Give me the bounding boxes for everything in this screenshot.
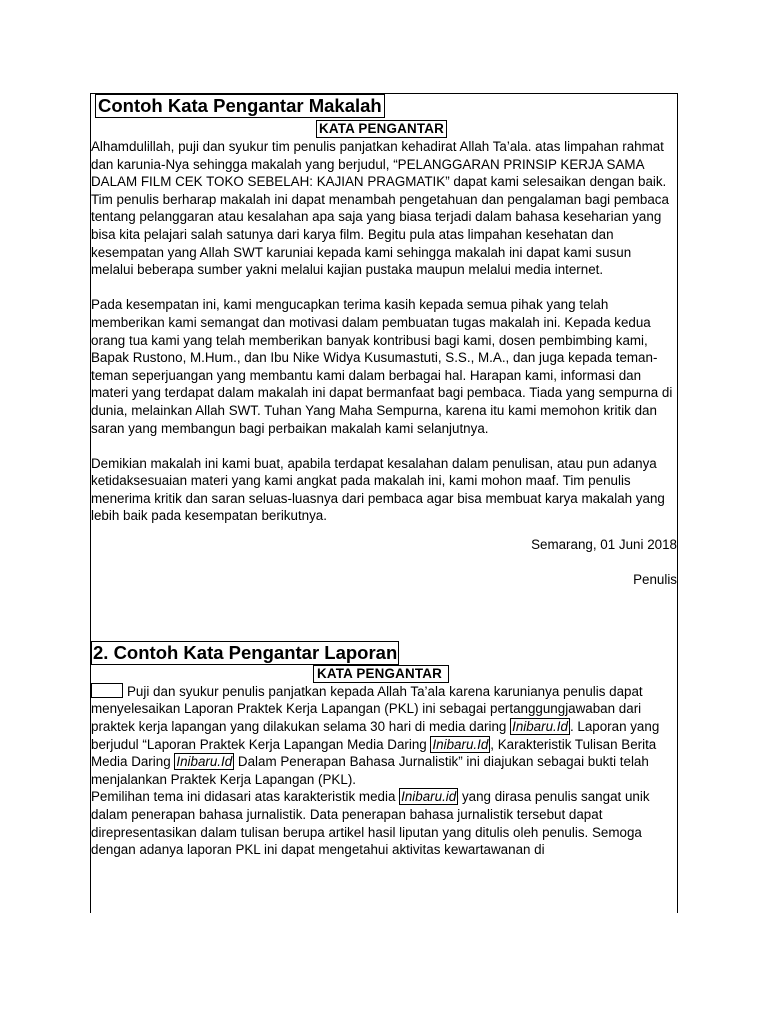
section1-subheading: KATA PENGANTAR [316,120,447,138]
inibaru-link[interactable]: Inibaru.id [401,789,457,805]
section1-heading: Contoh Kata Pengantar Makalah [95,94,385,118]
section2-paragraph-2: Pemilihan tema ini didasari atas karakteristik media Inibaru.id yang dirasa penulis sangat unik dalam penerapan bahasa jurnalistik. Data penerapan bahasa jurnalistik tersebut dapat direpresentasikan dalam tulisan berupa artikel hasil liputan yang ditulis oleh penulis. Semoga dengan adanya laporan PKL ini dapat mengetahui aktivitas kewartawanan di [91,789,650,858]
inibaru-link[interactable]: Inibaru.Id [512,719,568,735]
section2-paragraph-1: Puji dan syukur penulis panjatkan kepada Allah Ta’ala karena karunianya penulis dapat menyelesaikan Laporan Praktek Kerja Lapangan (PKL) ini sebagai pertanggungjawaban dari praktek kerja lapangan yang dilakukan selama 30 hari di media daring Inibaru.Id . Laporan yang berjudul “Laporan Praktek Kerja Lapangan Media Daring Inibaru.Id , Karakteristik Tulisan Berita Media Daring Inibaru.Id Dalam Penerapan Bahasa Jurnalistik” ini diajukan sebagai bukti telah menjalankan Praktek Kerja Lapangan (PKL). [91,683,660,787]
place-date: Semarang, 01 Juni 2018 [531,537,677,553]
section1-paragraph-2: Pada kesempatan ini, kami mengucapkan terima kasih kepada semua pihak yang telah memberikan kami semangat dan motivasi dalam pembuatan tugas makalah ini. Kepada kedua orang tua kami yang telah memberikan banyak kontribusi bagi kami, dosen pembimbing kami, Bapak Rustono, M.Hum., dan Ibu Nike Widya Kusumastuti, S.S., M.A., dan juga kepada teman-teman seperjuangan yang membantu kami dalam berbagai hal. Harapan kami, informasi dan materi yang terdapat dalam makalah ini dapat bermanfaat bagi pembaca. Tiada yang sempurna di dunia, melainkan Allah SWT. Tuhan Yang Maha Sempurna, karena itu kami memohon kritik dan saran yang membangun bagi perbaikan makalah kami selanjutnya. [91,297,673,436]
inibaru-link[interactable]: Inibaru.Id [432,736,489,752]
indent-box [91,683,123,698]
document-page [90,93,678,913]
section1-paragraph-3: Demikian makalah ini kami buat, apabila terdapat kesalahan dalam penulisan, atau pun adanya ketidaksesuaian materi yang kami angkat pada makalah ini, kami mohon maaf. Tim penulis menerima kritik dan saran seluas-luasnya dari pembaca agar bisa membuat karya makalah yang lebih baik pada kesempatan berikutnya. [91,455,665,524]
inibaru-link[interactable]: Inibaru.Id [176,754,233,770]
section2-subheading: KATA PENGANTAR [313,665,449,683]
section2-heading: 2. Contoh Kata Pengantar Laporan [93,641,398,663]
section1-paragraph-1: Alhamdulillah, puji dan syukur tim penulis panjatkan kehadirat Allah Ta’ala. atas limpahan rahmat dan karunia-Nya sehingga makalah yang berjudul, “PELANGGARAN PRINSIP KERJA SAMA DALAM FILM CEK TOKO SEBELAH: KAJIAN PRAGMATIK” dapat kami selesaikan dengan baik. Tim penulis berharap makalah ini dapat menambah pengetahuan dan pengalaman bagi pembaca tentang pelanggaran atau kesalahan apa saja yang biasa terjadi dalam bahasa keseharian yang bisa kita pelajari salah satunya dari karya film. Begitu pula atas limpahan kesehatan dan kesempatan yang Allah SWT karuniai kepada kami sehingga makalah ini dapat kami susun melalui beberapa sumber yakni melalui kajian pustaka maupun melalui media internet. [91,139,669,278]
signature: Penulis [633,572,677,588]
